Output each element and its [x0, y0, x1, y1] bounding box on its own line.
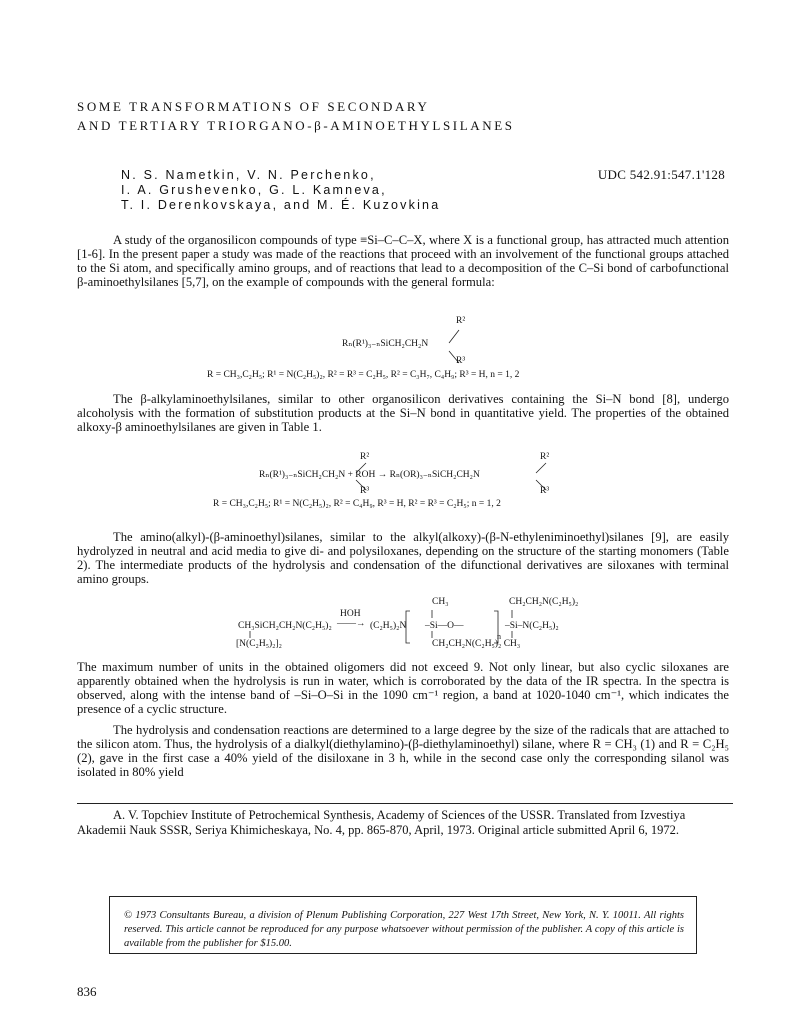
title-line-1: SOME TRANSFORMATIONS OF SECONDARY — [77, 99, 430, 114]
body-paragraph-4: The maximum number of units in the obtained oligomers did not exceed 9. Not only linear, but also cyclic siloxanes are apparently obtained when the hydrolysis is run in water, which is corroborated by the data of the IR spectra. In the spectra is observed, along with the intense band of –Si–O–Si in the 1090 cm⁻¹ region, a band at 1020-1040 cm⁻¹, which indicates the presence of a cyclic structure. — [77, 660, 729, 716]
author-list — [121, 168, 440, 213]
formula3-index: n — [497, 632, 501, 641]
formula3-middle: –Si—O— — [425, 621, 464, 631]
page-number: 836 — [77, 984, 97, 999]
formula2-r2-left: R² — [360, 452, 370, 462]
formula1-conditions: R = CH₃,C₂H₅; R¹ = N(C₂H₅)₂, R² = R³ = C₂H₅, R² = C₃H₇, C₄H₉; R³ = H, n = 1, 2 — [207, 370, 520, 380]
formula1-main: Rₙ(R¹)₃₋ₙSiCH₂CH₂N — [342, 339, 429, 349]
affiliation-note: A. V. Topchiev Institute of Petrochemical Synthesis, Academy of Sciences of the USSR. Translated from Izvestiya Akademii Nauk SSSR, Seriya Khimicheskaya, No. 4, pp. 865-870, April, 1973. Original article submitted April 6, 1972. — [77, 808, 686, 837]
udc-code: UDC 542.91:547.1'128 — [597, 167, 725, 182]
formula3-ch3-top: CH₃ — [432, 597, 449, 607]
formula2-r3-right: R³ — [540, 486, 550, 496]
title-line-2: AND TERTIARY TRIORGANO-β-AMINOETHYLSILANES — [77, 118, 515, 133]
formula3-bottom: CH₂CH₂N(C₂H₅)₂ CH₃ — [432, 639, 521, 649]
formula2-conditions: R = CH₃,C₂H₅; R¹ = N(C₂H₅)₂, R² = C₄H₉, R³ = H, R² = R³ = C₂H₅; n = 1, 2 — [213, 499, 501, 509]
copyright-text: © 1973 Consultants Bureau, a division of Plenum Publishing Corporation, 227 West 17th Street, New York, N. Y. 10011. All rights reserved. This article cannot be reproduced for any purpose whatsoever without permission of the publisher. A copy of this article is available from the publisher for $15.00. — [124, 910, 684, 949]
formula2-r2-right: R² — [540, 452, 550, 462]
formula3-arrow: ——→ — [337, 619, 366, 629]
author-line-2: I. A. Grushevenko, G. L. Kamneva, — [121, 183, 387, 197]
formula2-bonds — [354, 460, 594, 500]
formula1-bonds — [447, 326, 467, 376]
body-paragraph-1: A study of the organosilicon compounds of type ≡Si–C–C–X, where X is a functional group, has attracted much attention [1-6]. In the present paper a study was made of the reactions that proceed with an involvement of the functional groups attached to the Si atom, and specifically amino groups, and of reactions that lead to a decomposition of the C–Si bond of carbofunctional β-aminoethylsilanes [5,7], on the example of compounds with the general formula: — [77, 233, 729, 289]
formula3-reagent: HOH — [340, 609, 361, 619]
body-paragraph-2: The β-alkylaminoethylsilanes, similar to other organosilicon derivatives containing the Si–N bond [8], undergo alcoholysis with the formation of substitution products at the Si–N bond in quantitative yield. The properties of the obtained alkoxy-β aminoethylsilanes are given in Table 1. — [77, 392, 729, 434]
author-line-3: T. I. Derenkovskaya, and M. É. Kuzovkina — [121, 198, 441, 212]
copyright-box — [109, 896, 697, 954]
formula3-prefix: (C₂H₅)₂N — [370, 621, 407, 631]
formula3-reactant: CH₃SiCH₂CH₂N(C₂H₅)₂ — [238, 621, 332, 631]
formula3-right-mid: –Si–N(C₂H₅)₂ — [505, 621, 559, 631]
author-line-1: N. S. Nametkin, V. N. Perchenko, — [121, 168, 376, 182]
formula3-reactant-sub: [N(C₂H₅)₂]₂ — [236, 639, 282, 649]
formula1-r3: R³ — [456, 356, 466, 366]
formula1-r2: R² — [456, 316, 466, 326]
formula2-r3-left: R³ — [360, 486, 370, 496]
paper-title — [77, 97, 515, 135]
formula2-main: Rₙ(R¹)₃₋ₙSiCH₂CH₂N + ROH → Rₙ(OR)₃₋ₙSiCH₂CH₂N — [259, 470, 480, 480]
body-paragraph-5: The hydrolysis and condensation reactions are determined to a large degree by the size of the radicals that are attached to the silicon atom. Thus, the hydrolysis of a dialkyl(diethylamino)-(β-diethylaminoethyl) silane, where R = CH₃ (1) and R = C₂H₅ (2), gave in the first case a 40% yield of the disiloxane in 3 h, while in the second case only the corresponding silanol was isolated in 80% yield — [77, 723, 729, 779]
footnote-divider — [77, 803, 733, 804]
formula3-right-top: CH₂CH₂N(C₂H₅)₂ — [509, 597, 579, 607]
body-paragraph-3: The amino(alkyl)-(β-aminoethyl)silanes, similar to the alkyl(alkoxy)-(β-N-ethyleniminoethyl)silanes [9], are easily hydrolyzed in neutral and acid media to give di- and polysiloxanes, depending on the structure of the starting monomers (Table 2). The intermediate products of the hydrolysis and condensation of the difunctional derivatives are siloxanes with terminal amino groups. — [77, 530, 729, 586]
